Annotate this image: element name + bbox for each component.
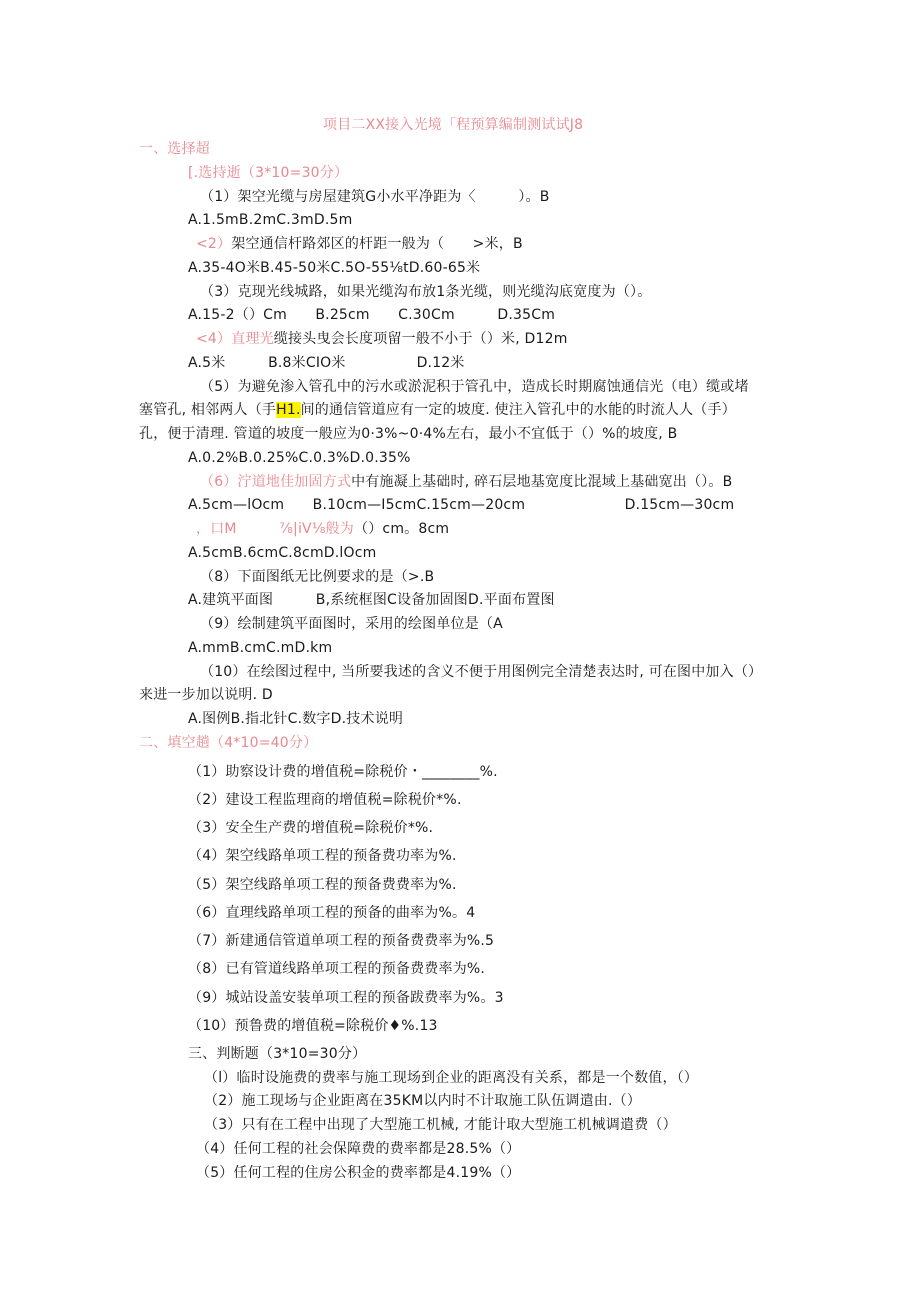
question-2-text: 架空通信杆路郊区的杆距一般为（ >米，B [231, 236, 523, 252]
question-5-line-1: （5）为避免渗入管孔中的污水或淤泥积于管孔中，造成长时期腐蚀通信光（电）缆或堵 [200, 379, 749, 395]
question-4-options: A.5米 B.8米CIO米 D.12米 [188, 355, 465, 371]
question-10-line-2: 来进一步加以说明. D [139, 687, 273, 703]
question-3-options: A.15-2（）Cm B.25cm C.30Cm D.35Cm [188, 307, 556, 323]
question-10-line-1: （10）在绘图过程中, 当所要我述的含义不便于用图例完全清楚表达时, 可在图中加入（） [200, 664, 763, 680]
question-5-line-2 [139, 401, 736, 419]
question-7-text: （）cm。8cm [354, 521, 450, 537]
question-2-number: <2） [196, 236, 232, 252]
question-2 [196, 235, 523, 253]
question-5-options: A.0.2%B.0.25%C.0.3%D.0.35% [188, 450, 411, 466]
section-1-heading: 一、选择超 [139, 141, 210, 157]
fill-2: （2）建设工程监理商的增值税=除税价*%. [188, 792, 462, 808]
question-1-options: A.1.5mB.2mC.3mD.5m [188, 212, 353, 228]
question-5-line-2-end: 间的通信管道应有一定的坡度. 使注入管孔中的水能的时流人人（手） [300, 402, 736, 418]
question-5-highlight: H1. [276, 402, 301, 418]
section-1-subheading: [.选持逝（3*10=30分） [188, 165, 349, 181]
question-2-options: A.35-4O米B.45-50米C.5O-55⅛tD.60-65米 [188, 260, 481, 276]
judge-3: （3）只有在工程中出现了大型施工机械, 才能计取大型施工机械调遣费（） [204, 1117, 677, 1133]
question-10-options: A.图例B.指北针C.数字D.技术说明 [188, 711, 404, 727]
fill-4: （4）架空线路单项工程的预备费功率为%. [188, 848, 457, 864]
question-5-line-2-start: 塞管孔, 相邻两人（手 [139, 402, 277, 418]
question-7 [196, 520, 449, 538]
section-2-heading: 二、填空趟（4*10=40分） [139, 735, 318, 751]
question-3: （3）克现光线城路，如果光缆沟布放1条光缆，则光缆沟底宽度为（）。 [200, 284, 652, 300]
question-4 [196, 330, 568, 348]
judge-1: （l）临时设施费的费率与施工现场到企业的距离没有关系，都是一个数值，（） [204, 1070, 699, 1086]
fill-3: （3）安全生产费的增值税=除税价*%. [188, 820, 434, 836]
question-5-line-3: 孔，便于清理. 管道的坡度一般应为0·3%~0·4%左右，最小不宜低于（）%的坡度, B [139, 426, 678, 442]
fill-8: （8）已有管道线路单项工程的预备费费率为%. [188, 961, 486, 977]
fill-10: （10）预鲁费的增值税=除税价♦%.13 [188, 1018, 438, 1034]
question-4-prefix: <4）直理光 [196, 331, 274, 347]
fill-9: （9）城站设盖安装单项工程的预备跋费率为%。3 [188, 990, 504, 1006]
question-4-text: 缆接头曳会长度项留一般不小于（）米, D12m [273, 331, 568, 347]
fill-1: （1）助察设计费的增值税=除税价・________%. [188, 764, 498, 780]
question-9-options: A.mmB.cmC.mD.km [188, 640, 333, 656]
question-1: （1）架空光缆与房屋建筑G小水平净距为〈 ）。B [200, 189, 550, 205]
question-7-options: A.5cmB.6cmC.8cmD.lOcm [188, 545, 377, 561]
question-8-options: A.建筑平面图 B,系统框图C设备加固图D.平面布置图 [188, 592, 555, 608]
question-6-text: 中有施凝上基础时, 碎石层地基宽度比混域上基础宽出（）。B [351, 474, 733, 490]
question-7-prefix: ，口M ⅞|iV⅛般为 [196, 521, 355, 537]
fill-6: （6）直理线路单项工程的预备的曲率为%。4 [188, 905, 476, 921]
fill-7: （7）新建通信管道单项工程的预备费费率为%.5 [188, 933, 495, 949]
question-6-prefix: （6）泞道地佳加固方式 [200, 474, 352, 490]
fill-5: （5）架空线路单项工程的预备费费率为%. [188, 877, 457, 893]
question-8: （8）下面图纸无比例要求的是（>.B [200, 569, 435, 585]
judge-5: （5）任何工程的住房公积金的费率都是4.19%（） [196, 1165, 521, 1181]
question-6 [200, 473, 732, 491]
section-3-heading: 三、判断题（3*10=30分） [188, 1046, 367, 1062]
judge-2: （2）施工现场与企业距离在35KM以内时不计取施工队伍调遣由.（） [204, 1093, 642, 1109]
doc-title: 项目二XX接入光境「程预算编制测试试J8 [323, 117, 584, 133]
question-6-options: A.5cm—lOcm B.10cm—I5cmC.15cm—20cm D.15cm—30cm [188, 497, 735, 513]
question-9: （9）绘制建筑平面图时，采用的绘图单位是（A [200, 616, 503, 632]
judge-4: （4）任何工程的社会保障费的费率都是28.5%（） [196, 1141, 521, 1157]
